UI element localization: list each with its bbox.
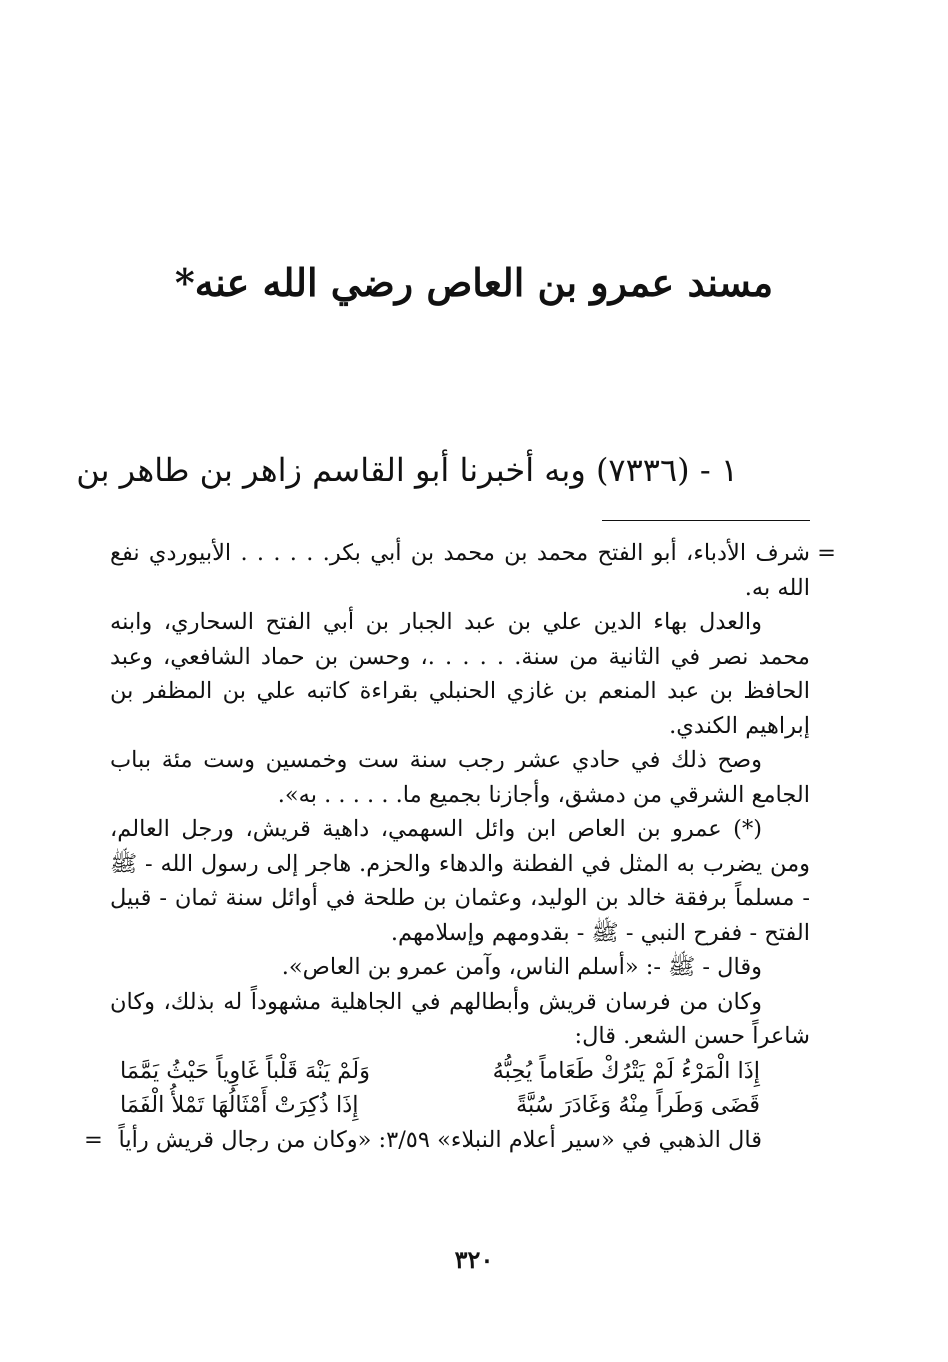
poem-verse bbox=[110, 1054, 810, 1089]
footnote-paragraph: وقال - ﷺ -: «أسلم الناس، وآمن عمرو بن العاص». bbox=[281, 954, 762, 980]
verse-second-hemistich: وَلَمْ يَنْهَ قَلْباً غَاوِياً حَيْثُ يَمَّمَا bbox=[120, 1057, 370, 1084]
footnote-separator bbox=[602, 520, 810, 521]
chapter-title: مسند عمرو بن العاص رضي الله عنه* bbox=[174, 260, 774, 305]
footnote-paragraph: والعدل بهاء الدين علي بن عبد الجبار بن أبي الفتح السحاري، وابنه محمد نصر في الثانية من سنة. . . . . .، وحسن بن حماد الشافعي، وعبد الحافظ بن عبد المنعم بن غازي الحنبلي بقراءة كاتبه علي بن المظفر بن إبراهيم الكندي. bbox=[110, 609, 810, 739]
hadith-text-line: ١ - (٧٣٣٦) وبه أخبرنا أبو القاسم زاهر بن طاهر بن bbox=[76, 451, 738, 489]
continuation-marker-end: = bbox=[84, 1126, 103, 1153]
footnote-paragraph: وكان من فرسان قريش وأبطالهم في الجاهلية مشهوداً له بذلك، وكان شاعراً حسن الشعر. قال: bbox=[110, 988, 810, 1049]
poem-verse bbox=[110, 1088, 810, 1123]
footnote-paragraph: وصح ذلك في حادي عشر رجب سنة ست وخمسين وست مئة بباب الجامع الشرقي من دمشق، وأجازنا بجميع ما. . . . . . به». bbox=[110, 747, 810, 808]
continuation-marker: = bbox=[817, 540, 836, 566]
footnote-last-line-text: قال الذهبي في «سير أعلام النبلاء» ٣/٥٩: «وكان من رجال قريش رأياً bbox=[118, 1126, 762, 1153]
footnote-paragraph bbox=[84, 1123, 810, 1158]
footnotes-block bbox=[84, 536, 836, 1157]
poem bbox=[110, 1054, 810, 1123]
verse-second-hemistich: إِذَا ذُكِرَتْ أَمْثَالُهَا تَمْلأُ الْفَمَا bbox=[120, 1092, 359, 1118]
biography-note: (*) عمرو بن العاص ابن وائل السهمي، داهية قريش، ورجل العالم، ومن يضرب به المثل في الفطنة والدهاء والحزم. هاجر إلى رسول الله - ﷺ - مسلماً برفقة خالد بن الوليد، وعثمان بن طلحة في أوائل سنة ثمان - قبيل الفتح - ففرح النبي - ﷺ - بقدومهم وإسلامهم. bbox=[110, 816, 810, 946]
verse-first-hemistich: إِذَا الْمَرْءُ لَمْ يَتْرُكْ طَعَاماً يُحِبُّهُ bbox=[492, 1057, 760, 1084]
footnote-paragraph: شرف الأدباء، أبو الفتح محمد بن محمد بن أبي بكر. . . . . . الأبيوردي نفع الله به. bbox=[110, 540, 810, 601]
page-number: ٣٢٠ bbox=[454, 1245, 494, 1274]
verse-first-hemistich: قَضَى وَطَراً مِنْهُ وَغَادَرَ سُبَّةً bbox=[515, 1092, 760, 1118]
